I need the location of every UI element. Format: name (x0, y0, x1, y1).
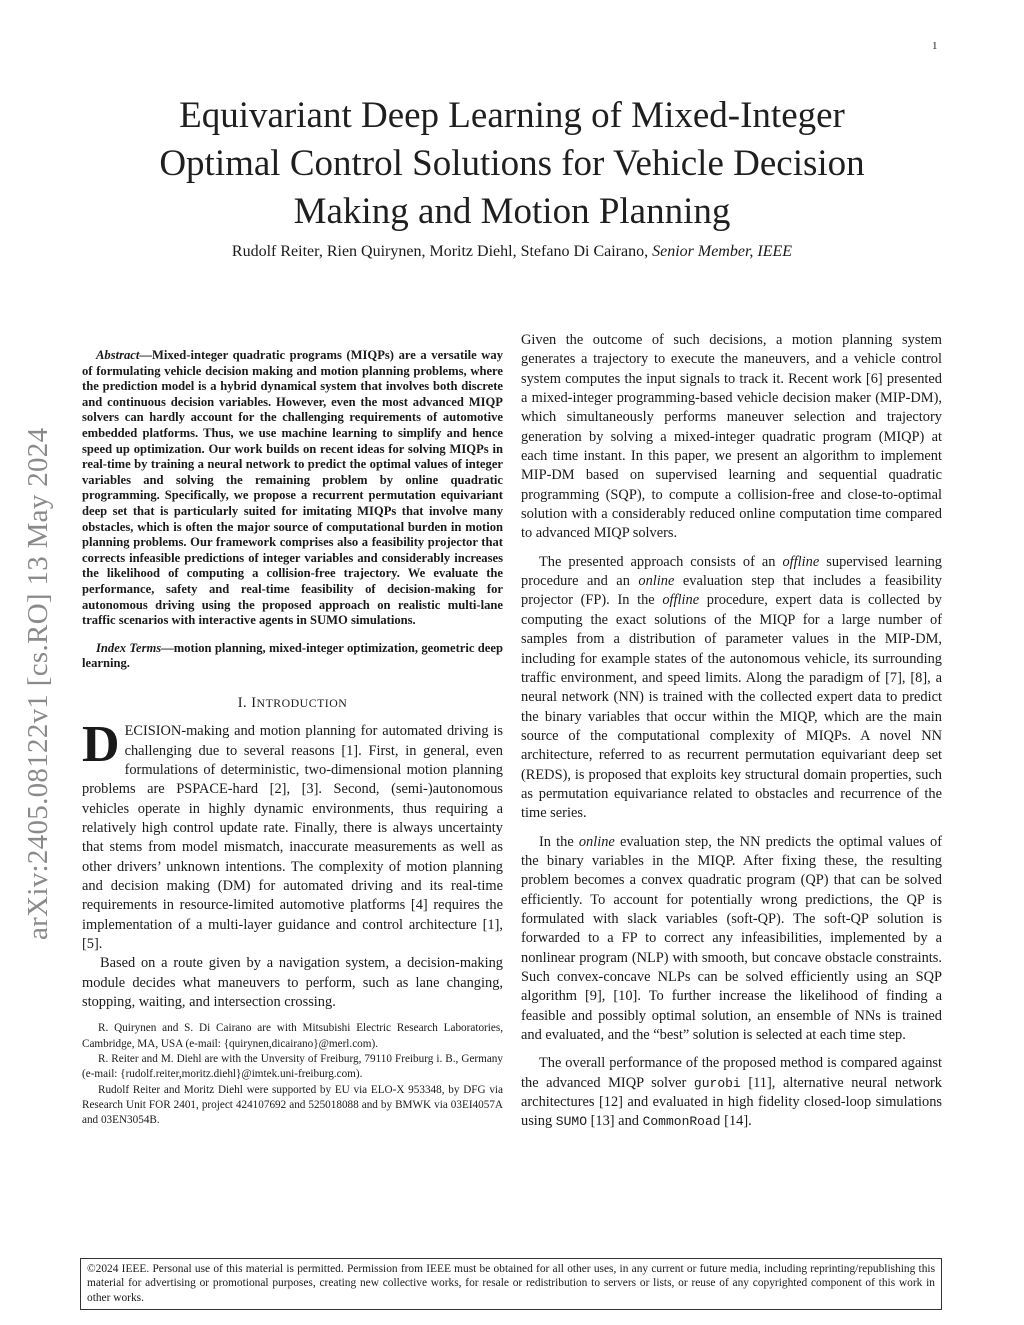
intro-paragraph: Based on a route given by a navigation system, a decision-making module decides what maneuvers to perform, such as lane changing, stopping, waiting, and intersection crossing. (82, 955, 503, 1011)
title-line: Optimal Control Solutions for Vehicle Decision (159, 143, 865, 184)
page-number: 1 (932, 40, 938, 52)
footnote: R. Reiter and M. Diehl are with the Unversity of Freiburg, 79110 Freiburg i. B., Germany (e-mail: {rudolf.reiter,moritz.diehl}@imtek.uni-freiburg.com). (82, 1052, 503, 1081)
abstract (82, 348, 503, 629)
abstract-text: —Mixed-integer quadratic programs (MIQPs) are a versatile way of formulating vehicle decision making and motion planning problems, where the prediction model is a hybrid dynamical system that involves both discrete and continuous decision variables. However, even the most advanced MIQP solvers can hardly account for the challenging requirements of automotive embedded platforms. Thus, we use machine learning to simplify and hence speed up optimization. Our work builds on recent ideas for solving MIQPs in real-time by training a neural network to predict the optimal values of integer variables and solving the remaining problem by online quadratic programming. Specifically, we propose a recurrent permutation equivariant deep set that is particularly suited for imitating MIQPs that involve many obstacles, which is often the major source of computational burden in motion planning problems. Our framework comprises also a feasibility projector that corrects infeasible predictions of integer variables and considerably increases the likelihood of computing a collision-free trajectory. We evaluate the performance, safety and real-time feasibility of decision-making for autonomous driving using the proposed approach on realistic multi-lane traffic scenarios with interactive agents in SUMO simulations. (82, 348, 503, 628)
author-list (100, 243, 924, 261)
paper-title (100, 92, 924, 236)
code-gurobi: gurobi (693, 1075, 741, 1091)
code-sumo: SUMO (555, 1114, 588, 1130)
footnotes (82, 1021, 503, 1128)
left-column (82, 331, 503, 1128)
body-paragraph: The overall performance of the proposed method is compared against the advanced MIQP solver gurobi [11], alternative neural network architectures [12] and evaluated in high fidelity closed-loop simulations using SUMO [13] and CommonRoad [14]. (521, 1055, 942, 1130)
body-paragraph: Given the outcome of such decisions, a motion planning system generates a trajectory to execute the maneuvers, and a vehicle control system computes the input signals to track it. Recent work [6] presented a mixed-integer programming-based vehicle decision maker (MIP-DM), which simultaneously performs maneuver selection and trajectory generation by solving a mixed-integer quadratic program (MIQP) at each time instant. In this paper, we present an algorithm to implement MIP-DM based on supervised learning and sequential quadratic programming (SQP), to compute a collision-free and close-to-optimal solution with a considerably reduced online computation time compared to advanced MIQP solvers. (521, 332, 942, 542)
author-names: Rudolf Reiter, Rien Quirynen, Moritz Diehl, Stefano Di Cairano, (231, 243, 653, 260)
footnote: Rudolf Reiter and Moritz Diehl were supported by EU via ELO-X 953348, by DFG via Research Unit FOR 2401, project 424107692 and 525018088 and by BMWK via 03EI4057A and 03EN3054B. (82, 1083, 503, 1127)
author-membership: Senior Member, IEEE (652, 243, 793, 260)
right-column (521, 331, 942, 1132)
intro-paragraph: DECISION-making and motion planning for automated driving is challenging due to several reasons [1]. First, in general, even formulations of deterministic, two-dimensional motion planning problems are PSPACE-hard [2], [3]. Second, (semi-)autonomous vehicles operate in highly dynamic environments, thus requiring a relatively high control update rate. Finally, there is always uncertainty that stems from model mismatch, inaccurate measurements as well as other drivers’ unknown intentions. The complexity of motion planning and decision making (DM) for automated driving and its real-time requirements in resource-limited automotive platforms [4] requires the implementation of a multi-layer guidance and control architecture [1], [5]. (82, 716, 503, 952)
code-commonroad: CommonRoad (642, 1114, 721, 1130)
title-line: Equivariant Deep Learning of Mixed-Integer (179, 95, 845, 136)
arxiv-identifier-stamp: arXiv:2405.08122v1 [cs.RO] 13 May 2024 (22, 427, 54, 940)
index-terms-label: Index Terms (96, 640, 162, 655)
footnote: R. Quirynen and S. Di Cairano are with Mitsubishi Electric Research Laboratories, Cambridge, MA, USA (e-mail: {quirynen,dicairano}@merl.com). (82, 1022, 503, 1050)
title-line: Making and Motion Planning (293, 191, 731, 232)
abstract-label: Abstract (96, 348, 140, 362)
drop-cap: D (82, 716, 120, 774)
body-paragraph: The presented approach consists of an offline supervised learning procedure and an online evaluation step that includes a feasibility projector (FP). In the offline procedure, expert data is collected by computing the exact solutions of the MIQP for a large number of samples from a distribution of parameter values in the MIP-DM, including for example states of the autonomous vehicle, its surrounding traffic environment, and speed limits. Along the paradigm of [7], [8], a neural network (NN) is trained with the collected expert data to predict the binary variables that occur within the MIQP, which are the main source of the computational complexity of MIQPs. A novel NN architecture, referred to as recurrent permutation equivariant deep set (REDS), is proposed that exploits key structural domain properties, such as permutation equivariance related to obstacles and recurrence of the time series. (521, 553, 943, 822)
section-heading-introduction: I. INTRODUCTION (237, 694, 348, 711)
body-paragraph: In the online evaluation step, the NN predicts the optimal values of the binary variables in the MIQP. After fixing these, the resulting problem becomes a convex quadratic program (QP) that can be solved efficiently. To account for potentially wrong predictions, the QP is formulated with slack variables (soft-QP). The soft-QP solution is forwarded to a FP to correct any infeasibilities, implemented by a nonlinear program (NLP) with smooth, but concave obstacle constraints. Such convex-concave NLPs can be solved efficiently using an SQP algorithm [9], [10]. To further increase the likelihood of finding a feasible and possibly optimal solution, an ensemble of NNs is trained and evaluated, and the “best” solution is selected at each time step. (521, 833, 942, 1044)
index-terms-text: —motion planning, mixed-integer optimization, geometric deep learning. (82, 640, 503, 671)
copyright-notice: ©2024 IEEE. Personal use of this material is permitted. Permission from IEEE must be obtained for all other uses, in any current or future media, including reprinting/republishing this material for advertising or promotional purposes, creating new collective works, for resale or redistribution to servers or lists, or reuse of any copyrighted component of this work in other works. (80, 1258, 942, 1310)
index-terms (82, 641, 503, 672)
